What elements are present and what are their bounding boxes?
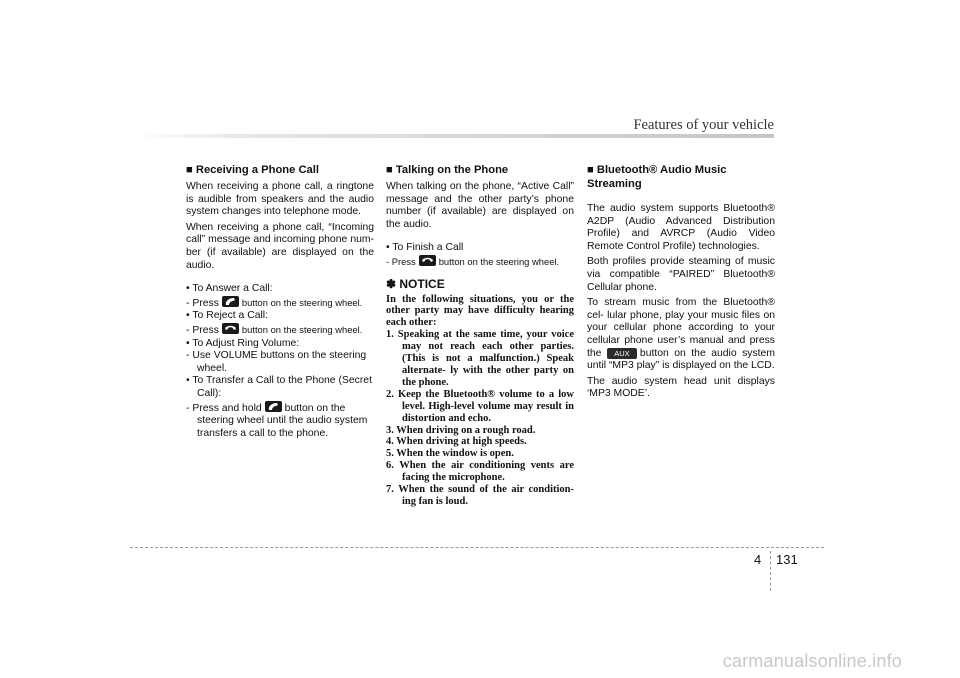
notice-item: 3. When driving on a rough road. [386, 424, 536, 436]
column-talking-on-phone [386, 163, 574, 508]
notice-item: 7. When the sound of the air condition- ing fan is loud. [386, 484, 574, 507]
notice-item: 2. Keep the Bluetooth® volume to a low level. High-level volume may result in distortion and echo. [386, 388, 574, 424]
phone-hangup-icon [419, 255, 436, 266]
instruction-text: button on the steering wheel. [241, 296, 363, 308]
bullet-reject-call: • To Reject a Call: [186, 310, 268, 322]
bullet-answer-call: • To Answer a Call: [186, 283, 273, 295]
notice-item: 5. When the window is open. [386, 448, 514, 460]
instruction-text: button on the audio system until “MP3 play” is displayed on the LCD. [587, 347, 775, 372]
bullet-adjust-volume: • To Adjust Ring Volume: [186, 337, 300, 349]
page-header-title: Features of your vehicle [633, 117, 774, 133]
paragraph: When receiving a phone call, “Incoming call” message and incoming phone num- ber (if available) are displayed on the audio. [186, 221, 374, 271]
instruction-finish-call [386, 255, 574, 269]
instruction-text: - Press [186, 297, 219, 309]
column-receiving-call [186, 163, 374, 440]
page-number-divider [770, 551, 771, 591]
instruction-text: - Press and hold [186, 402, 262, 414]
watermark: carmanualsonline.info [722, 651, 902, 671]
section-heading-talking: ■ Talking on the Phone [386, 164, 509, 176]
notice-item: 4. When driving at high speeds. [386, 436, 527, 448]
page-number: 131 [776, 552, 798, 567]
phone-pickup-icon [222, 296, 239, 307]
notice-item: 1. Speaking at the same time, your voice may not reach each other parties. (This is not a malfunction.) Speak alternate- ly with the other party on the phone. [386, 329, 574, 388]
instruction-text: - Press [186, 324, 219, 336]
instruction-transfer-call [186, 401, 374, 441]
column-bluetooth-streaming [587, 163, 775, 404]
notice-item: 6. When the air conditioning vents are facing the microphone. [386, 460, 574, 484]
paragraph-stream-instructions [587, 297, 775, 373]
notice-intro: In the following situations, you or the other party may have difficulty hearing each other: [386, 293, 574, 329]
paragraph: When talking on the phone, “Active Call” message and the other party’s phone number (if available) are displayed on the audio. [386, 181, 574, 230]
paragraph: The audio system supports Bluetooth® A2DP (Audio Advanced Distribution Profile) and AVRCP (Audio Video Remote Control Profile) technologies. [587, 203, 775, 252]
bullet-finish-call: • To Finish a Call [386, 242, 464, 254]
instruction-text: - Press [386, 255, 416, 267]
paragraph: When receiving a phone call, a ringtone is audible from speakers and the audio system changes into telephone mode. [186, 181, 374, 218]
instruction-text: button on the steering wheel. [438, 255, 560, 267]
phone-hangup-icon [222, 323, 239, 334]
instruction-text: button on the steering wheel until the audio system transfers a call to the phone. [197, 402, 368, 439]
section-heading-bluetooth: ■ Bluetooth® Audio Music Streaming [587, 164, 727, 190]
footer-rule [130, 547, 824, 548]
section-heading-receiving-call: ■ Receiving a Phone Call [186, 164, 319, 176]
instruction-text: button on the steering wheel. [241, 323, 363, 335]
chapter-number: 4 [754, 552, 762, 567]
notice-title: ✽ NOTICE [386, 276, 445, 291]
notice-box [386, 294, 574, 508]
paragraph: The audio system head unit displays ‘MP3 MODE’. [587, 375, 775, 400]
aux-button-icon: AUX [607, 348, 637, 359]
instruction-reject-call [186, 323, 374, 338]
phone-pickup-icon [265, 401, 282, 412]
instruction-text: To stream music from the Bluetooth® cel- lular phone, play your music files on your cellular phone according to your cellular phone user’s manual and press the [587, 297, 775, 359]
bullet-transfer-call: • To Transfer a Call to the Phone (Secret Call): [186, 375, 372, 399]
paragraph: Both profiles provide steaming of music via compatible “PAIRED” Bluetooth® Cellular phone. [587, 256, 775, 293]
header-rule [130, 134, 774, 138]
instruction-adjust-volume: - Use VOLUME buttons on the steering wheel. [186, 350, 367, 374]
instruction-answer-call [186, 296, 374, 311]
